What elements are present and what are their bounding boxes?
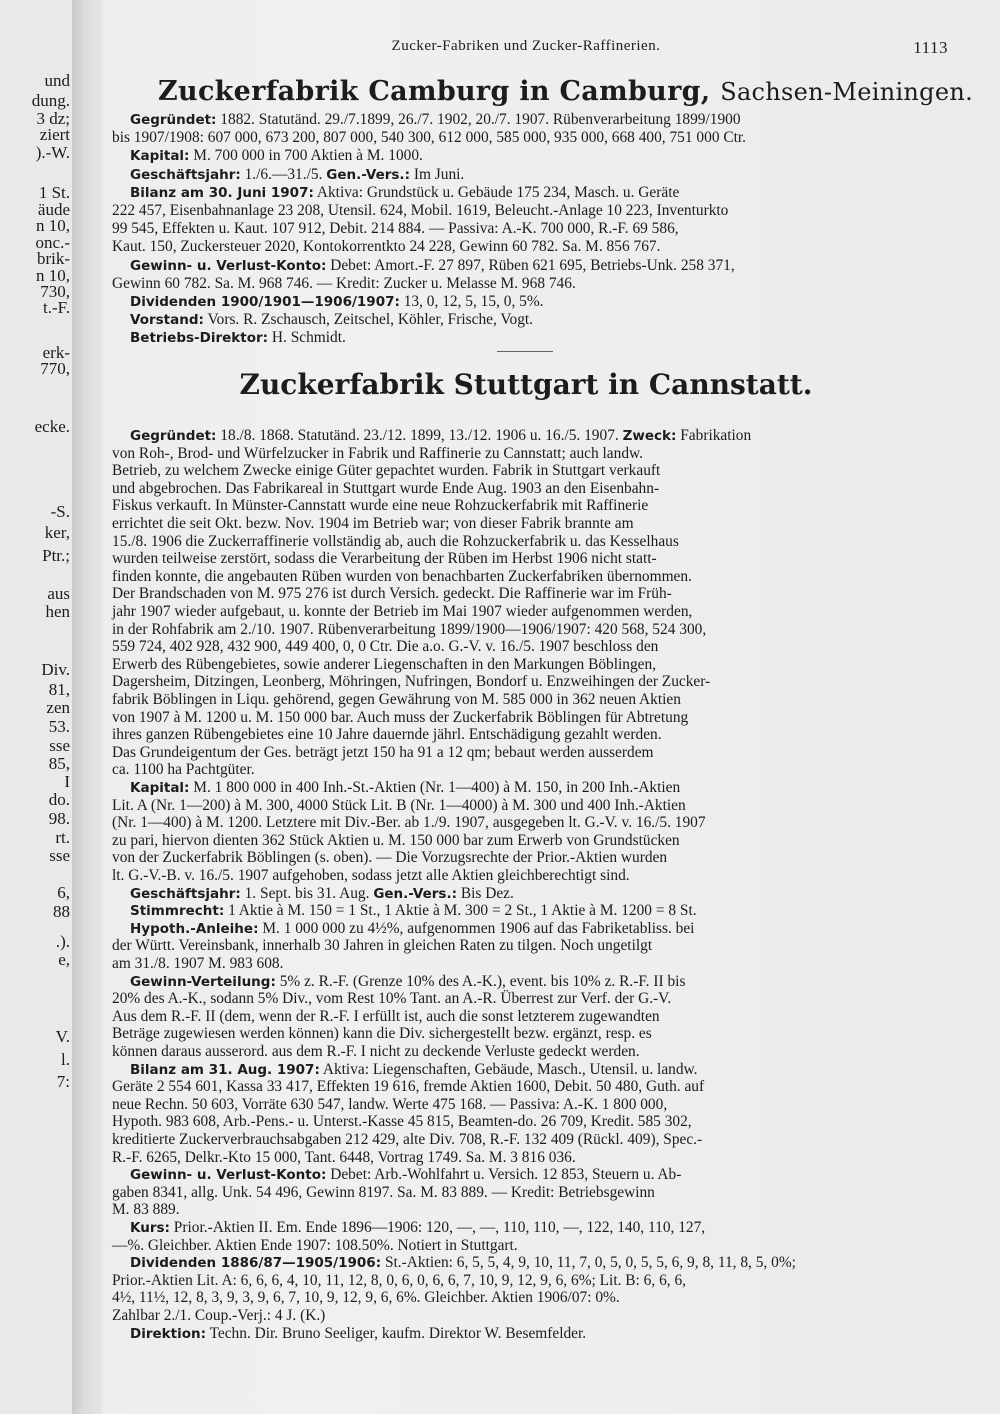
margin-fragment: Div. bbox=[41, 660, 70, 679]
field-text: in der Rohfabrik am 2./10. 1907. Rübenverarbeitung 1899/1900—1906/1907: 420 568, 524 300, bbox=[112, 620, 707, 638]
text-line bbox=[112, 498, 648, 513]
margin-fragment: 88 bbox=[53, 902, 70, 921]
text-line bbox=[112, 534, 679, 549]
field-text: Der Brandschaden von M. 975 276 ist durch Versich. gedeckt. Die Raffinerie war im Früh- bbox=[112, 585, 672, 603]
field-text: Fiskus verkauft. In Münster-Cannstatt wurde eine neue Rohzuckerfabrik mit Raffinerie bbox=[112, 497, 649, 515]
margin-fragment: t.-F. bbox=[43, 298, 70, 317]
field-text: 559 724, 402 928, 432 900, 449 400, 0, 0 Ctr. Die a.o. G.-V. v. 16./5. 1907 beschloss den bbox=[112, 638, 659, 656]
field-label: Gen.-Vers.: bbox=[373, 885, 457, 902]
field-text: St.-Aktien: 6, 5, 5, 4, 9, 10, 11, 7, 0, 5, 0, 5, 5, 6, 9, 8, 11, 8, 5, 0%; bbox=[381, 1254, 796, 1272]
field-text: von Roh-, Brod- und Würfelzucker in Fabrik und Raffinerie zu Cannstatt; auch landw. bbox=[112, 444, 643, 462]
field-label: Vorstand: bbox=[130, 312, 204, 329]
margin-fragment: äude bbox=[37, 200, 70, 219]
field-text: fabrik Böblingen in Liqu. gehörend, gegen Gewährung von M. 585 000 in 362 neuen Aktien bbox=[112, 691, 681, 708]
text-line bbox=[112, 1185, 655, 1200]
text-line bbox=[112, 604, 692, 619]
text-line bbox=[112, 1097, 667, 1112]
text-line bbox=[112, 745, 654, 760]
text-line bbox=[130, 330, 346, 346]
field-text: jahr 1907 wieder aufgebaut, u. konnte der Betrieb im Mai 1907 wieder aufgenommen werden, bbox=[112, 603, 693, 620]
text-line bbox=[112, 463, 660, 478]
text-line bbox=[112, 1308, 325, 1323]
margin-fragment: 7: bbox=[56, 1072, 70, 1091]
margin-fragment: 53. bbox=[48, 717, 70, 736]
field-label: Betriebs-Direktor: bbox=[130, 330, 269, 347]
field-text: R.-F. 6265, Delkr.-Kto 15 000, Tant. 6448, Vortrag 1749. Sa. M. 3 816 036. bbox=[112, 1148, 576, 1166]
field-text: neue Rechn. 50 603, Vorräte 630 547, landw. Werte 475 168. — Passiva: A.-K. 1 800 000, bbox=[112, 1095, 668, 1113]
text-line bbox=[112, 850, 667, 865]
text-line bbox=[112, 130, 746, 145]
field-text: 13, 0, 12, 5, 15, 0, 5%. bbox=[399, 293, 544, 310]
text-line bbox=[112, 1150, 576, 1165]
page-content bbox=[112, 28, 974, 1398]
margin-fragment: und bbox=[44, 71, 70, 90]
margin-fragment: I bbox=[64, 772, 70, 791]
text-line bbox=[130, 312, 533, 328]
text-line bbox=[112, 815, 706, 830]
text-line bbox=[112, 569, 692, 584]
margin-fragment: zen bbox=[46, 698, 70, 717]
text-line bbox=[130, 1062, 698, 1078]
field-text: Prior.-Aktien II. Em. Ende 1896—1906: 120, —, —, 110, 110, —, 122, 140, 110, 127, bbox=[169, 1219, 706, 1236]
text-line bbox=[112, 833, 680, 848]
entry-title-text: Zuckerfabrik Camburg in Camburg, bbox=[158, 76, 711, 107]
field-text: Zahlbar 2./1. Coup.-Verj.: 4 J. (K.) bbox=[112, 1307, 326, 1324]
text-line bbox=[112, 221, 679, 236]
field-text: bis 1907/1908: 607 000, 673 200, 807 000, 540 300, 612 000, 585 000, 935 000, 668 400, 751 000 Ctr. bbox=[112, 129, 747, 147]
field-text: von der Zuckerfabrik Böblingen (s. oben). — Die Vorzugsrechte der Prior.-Aktien wurden bbox=[112, 849, 668, 867]
text-line bbox=[112, 1132, 702, 1147]
margin-fragment: ecke. bbox=[34, 417, 70, 436]
text-line bbox=[112, 551, 657, 566]
text-line bbox=[112, 956, 283, 971]
field-text: —%. Gleichber. Aktien Ende 1907: 108.50%. Notiert in Stuttgart. bbox=[112, 1236, 518, 1254]
field-text: von 1907 à M. 1200 u. M. 150 000 bar. Auch muss der Zuckerfabrik Böblingen für Abtretung bbox=[112, 708, 689, 726]
field-label: Direktion: bbox=[130, 1325, 206, 1342]
field-text: 4½, 11½, 12, 8, 3, 9, 3, 9, 6, 7, 10, 9, 12, 9, 6, 6%. Gleichber. Aktien 1906/07: 0%. bbox=[112, 1289, 620, 1307]
margin-fragment: V. bbox=[55, 1027, 70, 1046]
text-line bbox=[130, 294, 544, 310]
text-line bbox=[112, 1202, 180, 1217]
margin-fragment: dung. bbox=[31, 91, 70, 110]
margin-fragment: 1 St. bbox=[38, 183, 70, 202]
field-text: 222 457, Eisenbahnanlage 23 208, Utensil. 624, Mobil. 1619, Beleucht.-Anlage 10 223, Inventurkto bbox=[112, 202, 729, 219]
text-line bbox=[112, 798, 686, 813]
margin-fragment: n 10, bbox=[36, 266, 70, 285]
field-text: Debet: Amort.-F. 27 897, Rüben 621 695, Betriebs-Unk. 258 371, bbox=[326, 256, 735, 274]
field-text: Aus dem R.-F. II (dem, wenn der R.-F. I erfüllt ist, auch die sonst letzterem zugewandten bbox=[112, 1007, 660, 1025]
field-text: und abgebrochen. Das Fabrikareal in Stuttgart wurde Ende Aug. 1903 an den Eisenbahn- bbox=[112, 479, 660, 497]
field-text: M. 700 000 in 700 Aktien à M. 1000. bbox=[189, 147, 423, 165]
text-line bbox=[112, 692, 681, 707]
margin-fragment: aus bbox=[47, 584, 70, 603]
field-text: Beträge zugewiesen werden können) kann die Div. sichergestellt bezw. ergänzt, resp. es bbox=[112, 1025, 652, 1043]
field-label: Bilanz am 30. Juni 1907: bbox=[130, 184, 314, 201]
margin-fragment: onc.- bbox=[35, 233, 70, 252]
field-text: Fabrikation bbox=[676, 427, 752, 444]
previous-page-margin bbox=[0, 0, 72, 1414]
text-line bbox=[130, 1255, 796, 1271]
text-line bbox=[130, 1326, 586, 1342]
field-label: Gegründet: bbox=[130, 112, 217, 128]
field-label: Kapital: bbox=[130, 780, 190, 796]
margin-fragment: -S. bbox=[50, 502, 70, 521]
field-label: Gewinn- u. Verlust-Konto: bbox=[130, 257, 327, 274]
field-text: 5% z. R.-F. (Grenze 10% des A.-K.), event. bis 10% z. R.-F. II bis bbox=[275, 972, 686, 990]
text-line bbox=[112, 239, 660, 254]
field-text: ihres ganzen Rübengebietes eine 10 Jahre dauernde jährl. Entschädigung gezahlt werden. bbox=[112, 726, 662, 744]
text-line bbox=[112, 481, 659, 496]
text-line bbox=[112, 710, 688, 725]
field-text: Bis Dez. bbox=[457, 884, 514, 902]
field-text: Lit. A (Nr. 1—200) à M. 300, 4000 Stück Lit. B (Nr. 1—4000) à M. 300 und 400 Inh.-Aktien bbox=[112, 796, 686, 814]
text-line bbox=[112, 762, 255, 777]
field-text: Das Grundeigentum der Ges. beträgt jetzt 150 ha 91 a 12 qm; bebaut werden ausserdem bbox=[112, 743, 654, 761]
field-text: Techn. Dir. Bruno Seeliger, kaufm. Direktor W. Besemfelder. bbox=[206, 1324, 587, 1342]
field-text: Aktiva: Liegenschaften, Gebäude, Masch., Utensil. u. landw. bbox=[319, 1060, 698, 1078]
text-line bbox=[130, 185, 679, 201]
entry-title-region: Sachsen-Meiningen. bbox=[720, 78, 974, 106]
text-line bbox=[112, 938, 652, 953]
text-line bbox=[112, 727, 662, 742]
field-label: Dividenden 1886/87—1905/1906: bbox=[130, 1255, 382, 1272]
field-text: finden konnte, die angebauten Rüben wurden von benachbarten Zuckerfabriken übernommen. bbox=[112, 567, 692, 585]
text-line bbox=[112, 516, 634, 531]
text-line bbox=[112, 1044, 640, 1059]
margin-fragment: l. bbox=[61, 1050, 70, 1069]
field-text: 15./8. 1906 die Zuckerraffinerie vollständig ab, auch die Rohzuckerfabrik u. das Kesselhaus bbox=[112, 532, 679, 550]
field-text: M. 1 000 000 zu 4½%, aufgenommen 1906 auf das Fabriketabliss. bei bbox=[258, 919, 695, 937]
text-line bbox=[112, 1026, 652, 1041]
text-line bbox=[130, 148, 423, 164]
entry-title-stuttgart: Zuckerfabrik Stuttgart in Cannstatt. bbox=[239, 368, 813, 401]
text-line bbox=[112, 1114, 692, 1129]
text-line bbox=[130, 112, 741, 128]
field-text: 20% des A.-K., sodann 5% Div., vom Rest 10% Tant. an A.-R. Überrest zur Verf. der G.-V. bbox=[112, 990, 672, 1008]
margin-fragment: 3 dz; bbox=[36, 109, 70, 128]
field-text: können daraus ausserord. aus dem R.-F. I nicht zu deckende Verluste gedeckt werden. bbox=[112, 1043, 640, 1060]
field-text: Im Juni. bbox=[409, 165, 465, 183]
text-line bbox=[130, 167, 464, 183]
text-line bbox=[130, 886, 514, 902]
margin-fragment: Ptr.; bbox=[42, 546, 70, 565]
margin-fragment: sse bbox=[49, 846, 70, 865]
field-text: 1882. Statutänd. 29./7.1899, 26./7. 1902, 20./7. 1907. Rübenverarbeitung 1899/1900 bbox=[216, 111, 741, 128]
text-line bbox=[112, 1290, 620, 1305]
field-text: 99 545, Effekten u. Kaut. 107 912, Debit. 214 884. — Passiva: A.-K. 700 000, R.-F. 69 586, bbox=[112, 220, 679, 238]
field-text: zu pari, hiervon dienten 362 Stück Aktien u. M. 150 000 bar zum Erwerb von Grundstücken bbox=[112, 831, 680, 849]
field-text: 1. Sept. bis 31. Aug. bbox=[240, 884, 374, 902]
field-text: Geräte 2 554 601, Kassa 33 417, Effekten 19 616, fremde Aktien 1600, Debit. 50 480, Guth. auf bbox=[112, 1078, 705, 1096]
field-text: ca. 1100 ha Pachtgüter. bbox=[112, 761, 255, 779]
margin-fragment: ziert bbox=[39, 125, 70, 144]
page-number: 1113 bbox=[913, 38, 948, 57]
margin-fragment: sse bbox=[49, 736, 70, 755]
field-text: 1./6.—31./5. bbox=[240, 165, 327, 183]
text-line bbox=[130, 921, 694, 937]
margin-fragment: .). bbox=[55, 932, 70, 951]
margin-fragment: 6, bbox=[57, 883, 70, 902]
margin-fragment: n 10, bbox=[36, 216, 70, 235]
margin-fragment: do. bbox=[48, 790, 70, 809]
field-label: Dividenden 1900/1901—1906/1907: bbox=[130, 294, 400, 310]
field-text: Vors. R. Zschausch, Zeitschel, Köhler, Frische, Vogt. bbox=[203, 311, 534, 329]
text-line bbox=[130, 1220, 705, 1236]
field-label: Kapital: bbox=[130, 148, 190, 165]
field-label: Geschäftsjahr: bbox=[130, 166, 241, 183]
margin-fragment: ).-W. bbox=[35, 143, 70, 162]
field-label: Hypoth.-Anleihe: bbox=[130, 920, 259, 937]
field-text: H. Schmidt. bbox=[268, 329, 346, 347]
margin-fragment: ker, bbox=[44, 523, 70, 542]
margin-fragment: brik- bbox=[36, 249, 70, 268]
text-line bbox=[130, 1167, 681, 1183]
running-title: Zucker-Fabriken und Zucker-Raffinerien. bbox=[391, 38, 661, 54]
text-line bbox=[112, 586, 672, 601]
margin-fragment: 730, bbox=[40, 282, 70, 301]
margin-fragment: 85, bbox=[48, 754, 70, 773]
field-label: Gewinn-Verteilung: bbox=[130, 973, 276, 990]
field-text: gaben 8341, allg. Unk. 54 496, Gewinn 8197. Sa. M. 83 889. — Kredit: Betriebsgewinn bbox=[112, 1183, 655, 1201]
text-line bbox=[112, 657, 656, 672]
text-line bbox=[112, 1009, 660, 1024]
field-label: Stimmrecht: bbox=[130, 903, 225, 920]
text-line bbox=[112, 276, 576, 291]
text-line bbox=[112, 1079, 704, 1094]
margin-fragment: rt. bbox=[55, 828, 70, 847]
margin-fragment: 81, bbox=[48, 680, 70, 699]
text-line bbox=[130, 974, 685, 990]
field-label: Bilanz am 31. Aug. 1907: bbox=[130, 1061, 320, 1078]
field-text: wurden teilweise zerstört, sodass die Verarbeitung der Rüben im Herbst 1906 nicht statt- bbox=[112, 550, 657, 568]
text-line bbox=[130, 780, 680, 796]
text-line bbox=[112, 622, 706, 637]
field-label: Gen.-Vers.: bbox=[326, 166, 410, 183]
text-line bbox=[112, 1273, 686, 1288]
field-text: lt. G.-V.-B. v. 16./5. 1907 aufgehoben, sodass jetzt alle Aktien gleichberechtigt sind. bbox=[112, 867, 630, 884]
margin-fragment: hen bbox=[45, 602, 70, 621]
margin-fragment: 98. bbox=[48, 809, 70, 828]
field-label: Kurs: bbox=[130, 1220, 170, 1236]
field-text: M. 83 889. bbox=[112, 1201, 180, 1219]
field-label: Zweck: bbox=[622, 428, 677, 444]
field-text: Erwerb des Rübengebietes, sowie anderer Liegenschaften in den Markungen Böblingen, bbox=[112, 655, 657, 673]
text-line bbox=[130, 903, 697, 919]
text-line bbox=[112, 674, 710, 689]
text-line bbox=[130, 258, 735, 274]
text-line bbox=[130, 428, 751, 444]
field-label: Geschäftsjahr: bbox=[130, 885, 241, 902]
field-text: der Württ. Vereinsbank, innerhalb 30 Jahren in gleichen Raten zu tilgen. Noch ungetilgt bbox=[112, 937, 653, 955]
field-text: 1 Aktie à M. 150 = 1 St., 1 Aktie à M. 300 = 2 St., 1 Aktie à M. 1200 = 8 St. bbox=[224, 902, 697, 920]
field-text: errichtet die seit Okt. bezw. Nov. 1904 im Betrieb war; von dieser Fabrik brannte am bbox=[112, 515, 634, 532]
entry-title-camburg bbox=[158, 76, 973, 107]
field-label: Gegründet: bbox=[130, 428, 217, 444]
separator-rule bbox=[497, 351, 553, 352]
field-text: Hypoth. 983 608, Arb.-Pens.- u. Unterst.-Kasse 45 815, Beamten-do. 26 709, Kredit. 585 302, bbox=[112, 1113, 692, 1131]
text-line bbox=[112, 203, 728, 218]
field-text: 18./8. 1868. Statutänd. 23./12. 1899, 13./12. 1906 u. 16./5. 1907. bbox=[216, 427, 623, 444]
margin-fragment: e, bbox=[58, 950, 70, 969]
text-line bbox=[112, 446, 643, 461]
field-text: Prior.-Aktien Lit. A: 6, 6, 6, 4, 10, 11, 12, 8, 0, 6, 0, 6, 6, 7, 10, 9, 12, 9, 6, 6%; Lit. B: 6, 6, 6, bbox=[112, 1271, 687, 1289]
field-text: Aktiva: Grundstück u. Gebäude 175 234, Masch. u. Geräte bbox=[313, 183, 680, 201]
text-line bbox=[112, 868, 630, 883]
text-line bbox=[112, 639, 658, 654]
field-text: Debet: Arb.-Wohlfahrt u. Versich. 12 853, Steuern u. Ab- bbox=[326, 1166, 682, 1184]
margin-fragment: erk- bbox=[42, 343, 70, 362]
text-line bbox=[112, 1238, 518, 1253]
field-text: M. 1 800 000 in 400 Inh.-St.-Aktien (Nr. 1—400) à M. 150, in 200 Inh.-Aktien bbox=[189, 779, 681, 796]
field-text: Betrieb, zu welchem Zwecke einige Güter gepachtet wurden. Fabrik in Stuttgart verkauft bbox=[112, 462, 661, 480]
field-text: kreditierte Zuckerverbrauchsabgaben 212 429, alte Div. 708, R.-F. 132 409 (Rückl. 409), Spec.- bbox=[112, 1131, 703, 1148]
field-text: Dagersheim, Ditzingen, Leonberg, Möhringen, Nufringen, Bondorf u. Enzweihingen der Zucker- bbox=[112, 673, 711, 691]
field-text: (Nr. 1—400) à M. 1200. Letztere mit Div.-Ber. ab 1./9. 1907, ausgegeben lt. G.-V. v. 16./5. 1907 bbox=[112, 814, 706, 832]
field-label: Gewinn- u. Verlust-Konto: bbox=[130, 1167, 327, 1184]
field-text: Gewinn 60 782. Sa. M. 968 746. — Kredit: Zucker u. Melasse M. 968 746. bbox=[112, 274, 576, 292]
text-line bbox=[112, 991, 671, 1006]
field-text: Kaut. 150, Zuckersteuer 2020, Kontokorrentkto 24 228, Gewinn 60 782. Sa. M. 856 767. bbox=[112, 238, 661, 256]
margin-fragment: 770, bbox=[40, 359, 70, 378]
field-text: am 31./8. 1907 M. 983 608. bbox=[112, 955, 284, 972]
book-gutter bbox=[72, 0, 102, 1414]
